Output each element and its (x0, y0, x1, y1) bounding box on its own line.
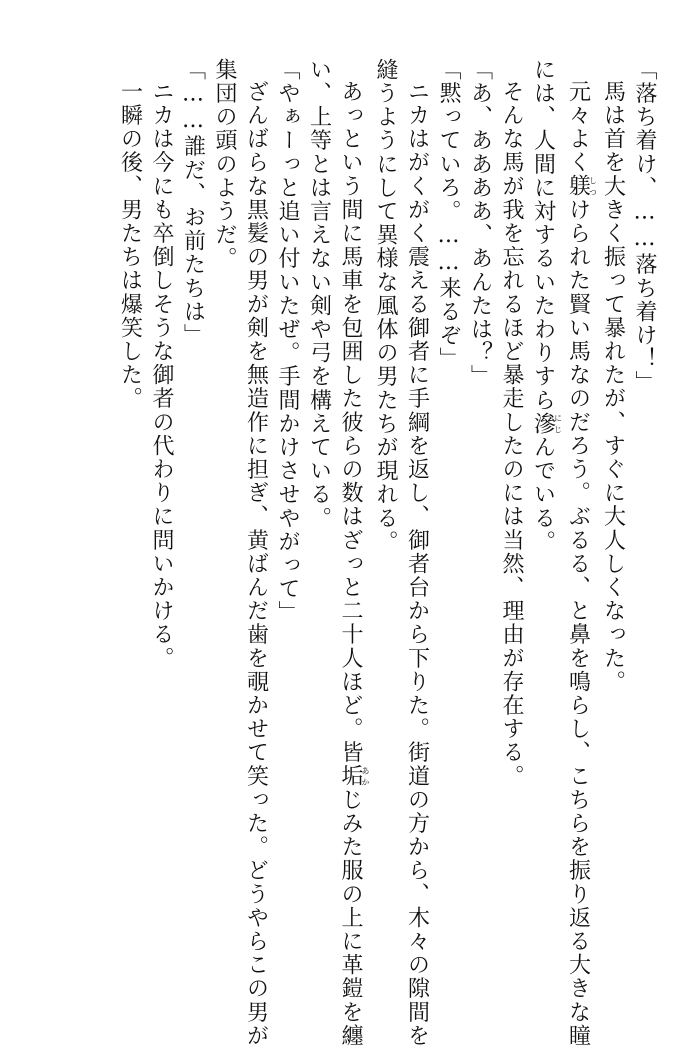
text-line-11: い、上等とは言えない剣や弓を構えている。 (306, 58, 332, 530)
text-line-4: には、人間に対するいたわりすら滲にじんでいる。 (530, 58, 563, 554)
text-line-9: 縫うようにして異様な風体の男たちが現れる。 (373, 58, 398, 554)
text-line-17: 一瞬の後、男たちは爆笑した。 (117, 80, 143, 411)
text-line-7: 「黙っていろ。……来るぞ」 (436, 58, 461, 371)
text-line-15: 「……誰だ、お前たちは」 (180, 58, 206, 348)
text-line-6: 「あ、ああああ、あんたは？」 (467, 58, 493, 389)
text-line-13: ざんばらな黒髪の男が剣を無造作に担ぎ、黄ばんだ歯を覗かせて笑った。どうやらこの男が (243, 80, 269, 1048)
text-line-12: 「やぁーっと追い付いたぜ。手間かけさせやがって」 (275, 58, 300, 625)
text-line-1: 「落ち着け、……落ち着け！」 (632, 58, 657, 395)
text-line-3: 元々よく躾しつけられた賢い馬なのだろう。ぶるる、と鼻を鳴らし、こちらを振り返る大きな瞳 (565, 80, 598, 1048)
text-line-10: あっという間に馬車を包囲した彼らの数はざっと二十人ほど。皆垢あかじみた服の上に革鎧を纏 (338, 80, 370, 1048)
ruby-shitsu: 躾しつ (565, 174, 598, 199)
text-line-14: 集団の頭のようだ。 (212, 58, 237, 271)
text-line-2: 馬は首を大きく振って暴れたが、すぐに大人しくなった。 (600, 80, 626, 694)
text-line-8: ニカはがくがく震える御者に手綱を返し、御者台から下りた。街道の方から、木々の隙間を (404, 80, 430, 1048)
text-line-16: ニカは今にも卒倒しそうな御者の代わりに問いかける。 (149, 80, 174, 670)
vertical-text-body (35, 58, 660, 1048)
ruby-nii: 滲にじ (530, 412, 563, 436)
ruby-aka: 垢あか (338, 764, 370, 789)
text-line-5: そんな馬が我を忘れるほど暴走したのには当然、理由が存在する。 (499, 80, 524, 788)
